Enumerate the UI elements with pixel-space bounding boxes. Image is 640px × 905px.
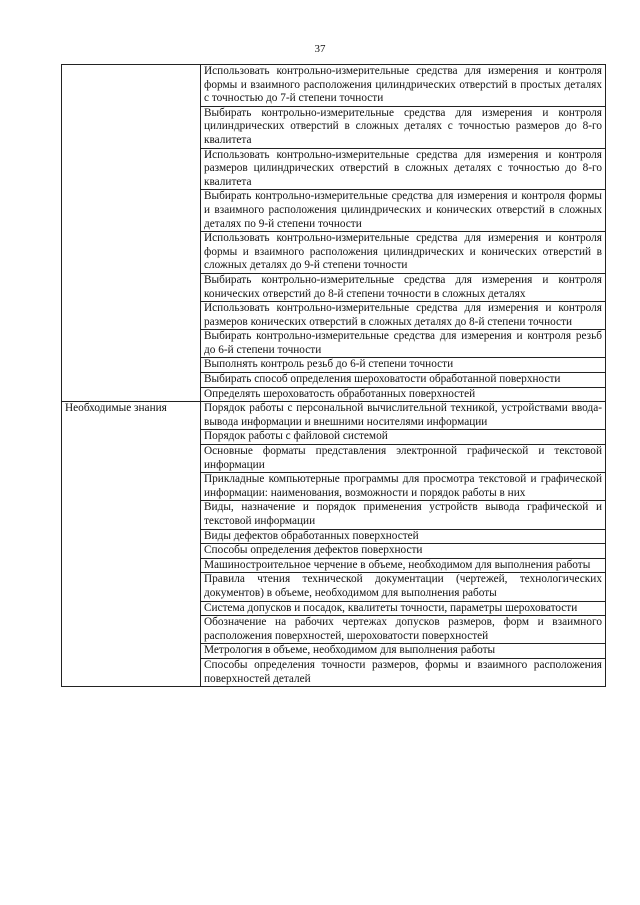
table-cell: Выбирать контрольно-измерительные средства для измерения и контроля цилиндрических отверстий в сложных деталях с точностью размеров до 8-го квалитета — [201, 106, 606, 148]
table-cell: Выбирать контрольно-измерительные средства для измерения и контроля формы и взаимного расположения цилиндрических и конических отверстий в сложных деталях по 9-й степени точности — [201, 190, 606, 232]
table-cell: Правила чтения технической документации (чертежей, технологических документов) в объеме, необходимом для выполнения работы — [201, 573, 606, 601]
table-cell: Выполнять контроль резьб до 6-й степени точности — [201, 358, 606, 373]
table-cell: Выбирать контрольно-измерительные средства для измерения и контроля резьб до 6-й степени точности — [201, 330, 606, 358]
table-cell: Способы определения точности размеров, формы и взаимного расположения поверхностей деталей — [201, 658, 606, 686]
table-cell: Обозначение на рабочих чертежах допусков размеров, форм и взаимного расположения поверхностей, шероховатости поверхностей — [201, 616, 606, 644]
table-cell: Использовать контрольно-измерительные средства для измерения и контроля формы и взаимного расположения цилиндрических отверстий в простых деталях с точностью до 7-й степени точности — [201, 65, 606, 107]
requirements-table — [61, 64, 606, 687]
table-cell: Определять шероховатость обработанных поверхностей — [201, 387, 606, 402]
table-cell: Порядок работы с файловой системой — [201, 430, 606, 445]
table-cell: Машиностроительное черчение в объеме, необходимом для выполнения работы — [201, 558, 606, 573]
table-cell: Основные форматы представления электронной графической и текстовой информации — [201, 445, 606, 473]
table-cell: Выбирать способ определения шероховатости обработанной поверхности — [201, 373, 606, 388]
table-cell: Порядок работы с персональной вычислительной техникой, устройствами ввода-вывода информации и внешними носителями информации — [201, 402, 606, 430]
table-cell: Виды дефектов обработанных поверхностей — [201, 529, 606, 544]
knowledge-label: Необходимые знания — [65, 402, 167, 415]
table-cell: Система допусков и посадок, квалитеты точности, параметры шероховатости — [201, 601, 606, 616]
table-row — [62, 402, 606, 430]
page-number: 37 — [314, 43, 326, 55]
table-cell: Использовать контрольно-измерительные средства для измерения и контроля размеров цилиндрических отверстий в сложных деталях с точностью до 8-го квалитета — [201, 148, 606, 190]
table-cell: Выбирать контрольно-измерительные средства для измерения и контроля конических отверстий до 8-й степени точности в сложных деталях — [201, 273, 606, 301]
table-cell: Использовать контрольно-измерительные средства для измерения и контроля размеров конических отверстий в сложных деталях до 8-й степени точности — [201, 302, 606, 330]
skills-label-cell — [62, 65, 201, 402]
table-cell: Виды, назначение и порядок применения устройств вывода графической и текстовой информации — [201, 501, 606, 529]
table-row — [62, 65, 606, 107]
table-cell: Прикладные компьютерные программы для просмотра текстовой и графической информации: наименования, возможности и порядок работы в них — [201, 473, 606, 501]
table-cell: Метрология в объеме, необходимом для выполнения работы — [201, 644, 606, 659]
knowledge-label-cell — [62, 402, 201, 687]
table-cell: Способы определения дефектов поверхности — [201, 544, 606, 559]
table-cell: Использовать контрольно-измерительные средства для измерения и контроля формы и взаимного расположения цилиндрических и конических отверстий в сложных деталях до 9-й степени точности — [201, 232, 606, 274]
